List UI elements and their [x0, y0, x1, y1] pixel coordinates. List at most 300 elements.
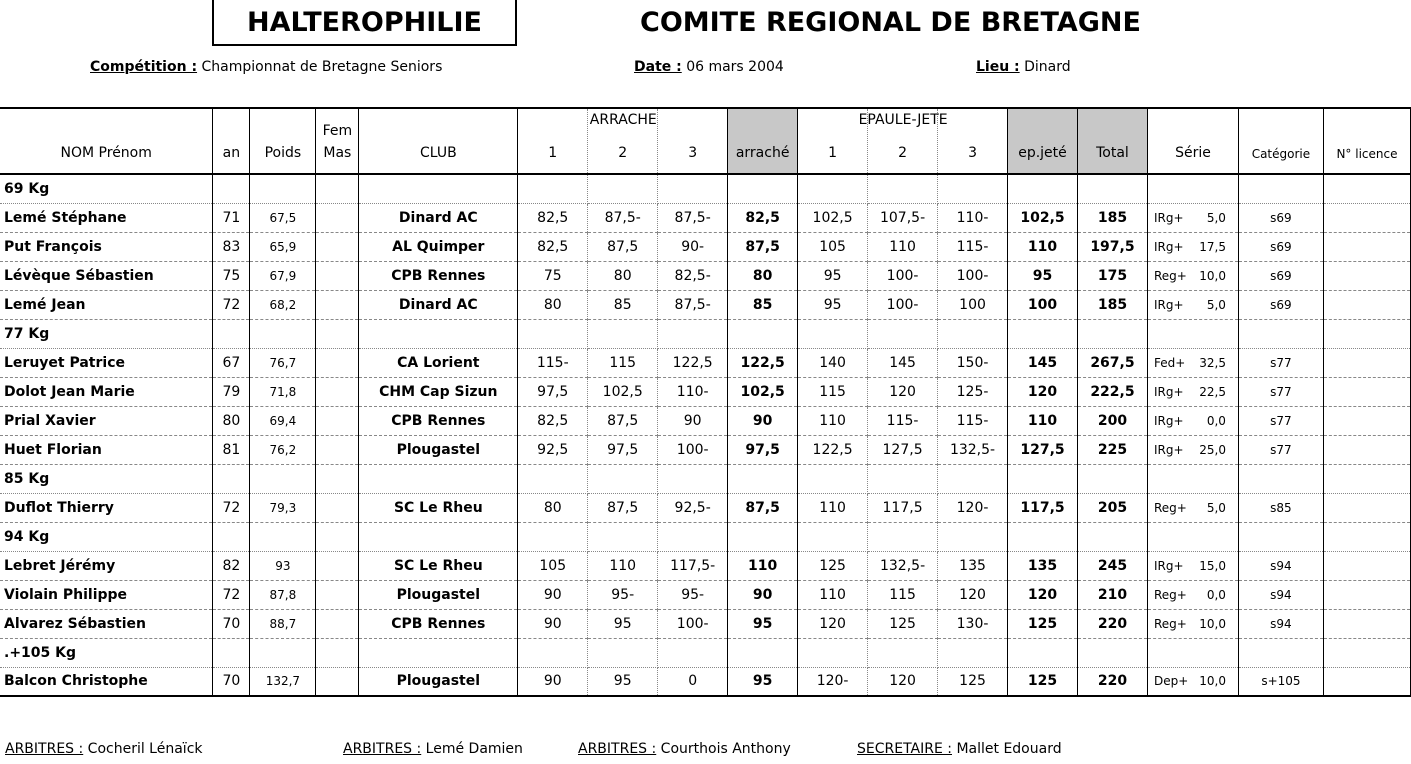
athlete-sex [316, 261, 359, 290]
empty-cell-serie [1147, 319, 1238, 348]
snatch-attempt-3: 87,5- [658, 290, 728, 319]
empty-cell-licence [1323, 174, 1410, 203]
referee-1-value: Cocheril Lénaïck [87, 741, 203, 757]
col-licence: N° licence [1323, 108, 1410, 174]
athlete-row [0, 406, 1411, 435]
empty-cell-e2 [868, 638, 938, 667]
athlete-name: Balcon Christophe [0, 667, 213, 696]
empty-cell-club [359, 319, 518, 348]
empty-cell-categorie [1238, 638, 1323, 667]
snatch-attempt-1: 92,5 [518, 435, 588, 464]
serie-group [1148, 559, 1238, 573]
cj-attempt-3: 130- [938, 609, 1008, 638]
athlete-row [0, 348, 1411, 377]
cj-attempt-3: 135 [938, 551, 1008, 580]
athlete-sex [316, 406, 359, 435]
athlete-row [0, 609, 1411, 638]
athlete-club: Dinard AC [359, 290, 518, 319]
empty-cell-ab [728, 174, 798, 203]
snatch-attempt-3: 100- [658, 435, 728, 464]
athlete-club: SC Le Rheu [359, 551, 518, 580]
cj-attempt-3: 110- [938, 203, 1008, 232]
snatch-best: 85 [728, 290, 798, 319]
empty-cell-serie [1147, 638, 1238, 667]
serie-group [1148, 588, 1238, 602]
empty-cell-sex [316, 638, 359, 667]
empty-cell-e3 [938, 464, 1008, 493]
empty-cell-a2 [588, 464, 658, 493]
athlete-total: 185 [1077, 203, 1147, 232]
empty-cell-poids [250, 319, 316, 348]
cj-attempt-1: 115 [798, 377, 868, 406]
serie-group [1148, 298, 1238, 312]
snatch-attempt-2: 95 [588, 609, 658, 638]
empty-cell-sex [316, 319, 359, 348]
empty-cell-total [1077, 319, 1147, 348]
snatch-attempt-3: 95- [658, 580, 728, 609]
snatch-best: 95 [728, 609, 798, 638]
empty-cell-ab [728, 638, 798, 667]
serie-level: Reg+ [1153, 587, 1187, 602]
date-value: 06 mars 2004 [686, 59, 784, 75]
snatch-attempt-2: 95- [588, 580, 658, 609]
empty-cell-an [213, 464, 250, 493]
athlete-weight: 93 [250, 551, 316, 580]
athlete-weight: 76,2 [250, 435, 316, 464]
empty-cell-categorie [1238, 522, 1323, 551]
serie-group [1148, 443, 1238, 457]
col-e3: 3 [938, 108, 1008, 174]
col-poids: Poids [250, 108, 316, 174]
athlete-serie [1147, 377, 1238, 406]
athlete-row [0, 580, 1411, 609]
cj-attempt-3: 100 [938, 290, 1008, 319]
serie-points: 0,0 [1206, 413, 1226, 428]
athlete-sex [316, 290, 359, 319]
empty-cell-a3 [658, 174, 728, 203]
athlete-name: Lemé Stéphane [0, 203, 213, 232]
empty-cell-eb [1008, 464, 1078, 493]
empty-cell-a1 [518, 522, 588, 551]
athlete-sex [316, 667, 359, 696]
snatch-attempt-2: 87,5 [588, 232, 658, 261]
athlete-serie [1147, 261, 1238, 290]
snatch-attempt-2: 110 [588, 551, 658, 580]
snatch-attempt-1: 97,5 [518, 377, 588, 406]
epaule-group-label: EPAULE-JETE [858, 112, 948, 128]
col-a1 [518, 108, 657, 174]
athlete-licence [1323, 290, 1410, 319]
empty-cell-e1 [798, 638, 868, 667]
athlete-weight: 68,2 [250, 290, 316, 319]
athlete-club: CA Lorient [359, 348, 518, 377]
serie-level: IRg+ [1153, 384, 1184, 399]
cj-attempt-1: 122,5 [798, 435, 868, 464]
athlete-name: Leruyet Patrice [0, 348, 213, 377]
empty-cell-a1 [518, 174, 588, 203]
athlete-licence [1323, 609, 1410, 638]
snatch-attempt-3: 82,5- [658, 261, 728, 290]
athlete-sex [316, 377, 359, 406]
athlete-licence [1323, 261, 1410, 290]
empty-cell-e3 [938, 522, 1008, 551]
serie-group [1148, 414, 1238, 428]
empty-cell-a2 [588, 638, 658, 667]
serie-group [1148, 501, 1238, 515]
athlete-club: CHM Cap Sizun [359, 377, 518, 406]
snatch-attempt-2: 85 [588, 290, 658, 319]
col-an: an [213, 108, 250, 174]
snatch-best: 87,5 [728, 493, 798, 522]
athlete-name: Put François [0, 232, 213, 261]
snatch-best: 80 [728, 261, 798, 290]
athlete-sex [316, 348, 359, 377]
cj-attempt-1: 120- [798, 667, 868, 696]
empty-cell-categorie [1238, 174, 1323, 203]
athlete-licence [1323, 203, 1410, 232]
athlete-club: CPB Rennes [359, 261, 518, 290]
snatch-attempt-3: 100- [658, 609, 728, 638]
athlete-year: 72 [213, 290, 250, 319]
snatch-attempt-2: 95 [588, 667, 658, 696]
cj-best: 110 [1008, 232, 1078, 261]
athlete-serie [1147, 348, 1238, 377]
cj-attempt-2: 107,5- [868, 203, 938, 232]
athlete-year: 71 [213, 203, 250, 232]
empty-cell-e3 [938, 638, 1008, 667]
empty-cell-sex [316, 464, 359, 493]
empty-cell-an [213, 522, 250, 551]
empty-cell-licence [1323, 464, 1410, 493]
competition-value: Championnat de Bretagne Seniors [201, 59, 443, 75]
cj-attempt-1: 110 [798, 493, 868, 522]
athlete-row [0, 435, 1411, 464]
cj-attempt-2: 100- [868, 261, 938, 290]
empty-cell-serie [1147, 174, 1238, 203]
snatch-best: 97,5 [728, 435, 798, 464]
snatch-attempt-2: 87,5 [588, 406, 658, 435]
serie-points: 10,0 [1199, 268, 1226, 283]
snatch-attempt-3: 0 [658, 667, 728, 696]
athlete-category: s+105 [1238, 667, 1323, 696]
empty-cell-a3 [658, 522, 728, 551]
cj-attempt-3: 132,5- [938, 435, 1008, 464]
col-fem: Fem [322, 123, 353, 139]
athlete-licence [1323, 232, 1410, 261]
athlete-year: 80 [213, 406, 250, 435]
empty-cell-an [213, 174, 250, 203]
athlete-licence [1323, 493, 1410, 522]
empty-cell-licence [1323, 522, 1410, 551]
serie-points: 15,0 [1199, 558, 1226, 573]
cj-attempt-1: 120 [798, 609, 868, 638]
athlete-category: s85 [1238, 493, 1323, 522]
athlete-category: s77 [1238, 377, 1323, 406]
cj-attempt-2: 115 [868, 580, 938, 609]
date-info [634, 59, 784, 75]
cj-attempt-3: 125 [938, 667, 1008, 696]
referee-3-label: ARBITRES : [578, 741, 657, 757]
empty-cell-e2 [868, 522, 938, 551]
serie-group [1148, 240, 1238, 254]
athlete-total: 245 [1077, 551, 1147, 580]
cj-best: 120 [1008, 377, 1078, 406]
serie-group [1148, 385, 1238, 399]
snatch-attempt-3: 117,5- [658, 551, 728, 580]
cj-best: 135 [1008, 551, 1078, 580]
athlete-weight: 88,7 [250, 609, 316, 638]
snatch-attempt-1: 90 [518, 609, 588, 638]
snatch-best: 102,5 [728, 377, 798, 406]
athlete-licence [1323, 348, 1410, 377]
empty-cell-ab [728, 522, 798, 551]
cj-best: 102,5 [1008, 203, 1078, 232]
serie-group [1148, 674, 1238, 688]
athlete-club: CPB Rennes [359, 609, 518, 638]
cj-attempt-1: 95 [798, 261, 868, 290]
cj-best: 120 [1008, 580, 1078, 609]
empty-cell-poids [250, 522, 316, 551]
col-e1 [798, 108, 948, 174]
snatch-attempt-2: 97,5 [588, 435, 658, 464]
athlete-serie [1147, 609, 1238, 638]
empty-cell-a2 [588, 174, 658, 203]
athlete-serie [1147, 667, 1238, 696]
athlete-serie [1147, 580, 1238, 609]
empty-cell-eb [1008, 319, 1078, 348]
cj-best: 127,5 [1008, 435, 1078, 464]
empty-cell-licence [1323, 638, 1410, 667]
serie-points: 0,0 [1206, 587, 1226, 602]
athlete-year: 82 [213, 551, 250, 580]
athlete-year: 70 [213, 667, 250, 696]
snatch-attempt-1: 105 [518, 551, 588, 580]
cj-attempt-1: 105 [798, 232, 868, 261]
empty-cell-serie [1147, 464, 1238, 493]
empty-cell-total [1077, 638, 1147, 667]
serie-level: IRg+ [1153, 413, 1184, 428]
athlete-licence [1323, 551, 1410, 580]
snatch-attempt-3: 90 [658, 406, 728, 435]
athlete-total: 267,5 [1077, 348, 1147, 377]
athlete-year: 79 [213, 377, 250, 406]
date-label: Date : [634, 59, 682, 75]
athlete-category: s94 [1238, 551, 1323, 580]
athlete-weight: 67,9 [250, 261, 316, 290]
serie-level: Reg+ [1153, 268, 1187, 283]
athlete-category: s69 [1238, 290, 1323, 319]
snatch-best: 122,5 [728, 348, 798, 377]
athlete-total: 220 [1077, 609, 1147, 638]
cj-attempt-2: 125 [868, 609, 938, 638]
empty-cell-e3 [938, 319, 1008, 348]
snatch-attempt-1: 80 [518, 493, 588, 522]
athlete-row [0, 667, 1411, 696]
athlete-row [0, 493, 1411, 522]
serie-points: 5,0 [1206, 210, 1226, 225]
secretary [857, 741, 1062, 757]
empty-cell-club [359, 638, 518, 667]
results-table [0, 107, 1411, 697]
athlete-total: 197,5 [1077, 232, 1147, 261]
athlete-row [0, 261, 1411, 290]
cj-best: 125 [1008, 667, 1078, 696]
athlete-club: SC Le Rheu [359, 493, 518, 522]
location-info [976, 59, 1071, 75]
arrache-group-label: ARRACHE [589, 112, 657, 128]
athlete-club: CPB Rennes [359, 406, 518, 435]
cj-attempt-3: 100- [938, 261, 1008, 290]
empty-cell-club [359, 174, 518, 203]
col-a1-label: 1 [548, 145, 558, 161]
serie-level: IRg+ [1153, 239, 1184, 254]
athlete-name: Lebret Jérémy [0, 551, 213, 580]
cj-attempt-1: 110 [798, 580, 868, 609]
empty-cell-serie [1147, 522, 1238, 551]
empty-cell-e2 [868, 319, 938, 348]
empty-cell-total [1077, 522, 1147, 551]
cj-attempt-3: 125- [938, 377, 1008, 406]
serie-points: 5,0 [1206, 500, 1226, 515]
snatch-attempt-1: 82,5 [518, 203, 588, 232]
empty-cell-a1 [518, 319, 588, 348]
snatch-attempt-2: 115 [588, 348, 658, 377]
serie-level: Reg+ [1153, 616, 1187, 631]
category-row [0, 638, 1411, 667]
empty-cell-e2 [868, 464, 938, 493]
athlete-serie [1147, 406, 1238, 435]
serie-points: 10,0 [1199, 616, 1226, 631]
cj-attempt-3: 115- [938, 232, 1008, 261]
serie-group [1148, 269, 1238, 283]
referee-2-value: Lemé Damien [425, 741, 523, 757]
empty-cell-eb [1008, 174, 1078, 203]
cj-attempt-2: 120 [868, 377, 938, 406]
cj-attempt-2: 100- [868, 290, 938, 319]
referee-2 [343, 741, 523, 757]
snatch-attempt-1: 82,5 [518, 232, 588, 261]
athlete-licence [1323, 435, 1410, 464]
snatch-best: 90 [728, 580, 798, 609]
col-name: NOM Prénom [0, 108, 213, 174]
snatch-attempt-1: 90 [518, 580, 588, 609]
col-sex [316, 108, 359, 174]
cj-attempt-3: 150- [938, 348, 1008, 377]
referee-1 [5, 741, 203, 757]
athlete-category: s69 [1238, 261, 1323, 290]
col-serie: Série [1147, 108, 1238, 174]
category-row [0, 174, 1411, 203]
empty-cell-sex [316, 174, 359, 203]
cj-best: 125 [1008, 609, 1078, 638]
empty-cell-licence [1323, 319, 1410, 348]
athlete-club: Plougastel [359, 435, 518, 464]
competition-label: Compétition : [90, 59, 198, 75]
athlete-row [0, 377, 1411, 406]
snatch-attempt-2: 87,5 [588, 493, 658, 522]
athlete-serie [1147, 435, 1238, 464]
athlete-weight: 67,5 [250, 203, 316, 232]
athlete-licence [1323, 667, 1410, 696]
serie-level: IRg+ [1153, 210, 1184, 225]
athlete-weight: 65,9 [250, 232, 316, 261]
col-categorie: Catégorie [1238, 108, 1323, 174]
serie-group [1148, 356, 1238, 370]
empty-cell-an [213, 638, 250, 667]
snatch-attempt-3: 90- [658, 232, 728, 261]
athlete-name: Dolot Jean Marie [0, 377, 213, 406]
athlete-name: Lemé Jean [0, 290, 213, 319]
athlete-weight: 87,8 [250, 580, 316, 609]
athlete-licence [1323, 406, 1410, 435]
athlete-total: 222,5 [1077, 377, 1147, 406]
empty-cell-poids [250, 174, 316, 203]
empty-cell-a3 [658, 319, 728, 348]
col-a2: 2 [588, 108, 658, 174]
snatch-best: 82,5 [728, 203, 798, 232]
serie-points: 25,0 [1199, 442, 1226, 457]
cj-attempt-2: 117,5 [868, 493, 938, 522]
snatch-attempt-1: 115- [518, 348, 588, 377]
empty-cell-e1 [798, 174, 868, 203]
empty-cell-poids [250, 464, 316, 493]
category-label: 69 Kg [0, 174, 213, 203]
cj-attempt-2: 127,5 [868, 435, 938, 464]
col-arrache-best: arraché [728, 108, 798, 174]
athlete-weight: 79,3 [250, 493, 316, 522]
athlete-licence [1323, 377, 1410, 406]
empty-cell-e1 [798, 319, 868, 348]
athlete-total: 185 [1077, 290, 1147, 319]
athlete-name: Huet Florian [0, 435, 213, 464]
empty-cell-ab [728, 464, 798, 493]
empty-cell-categorie [1238, 319, 1323, 348]
athlete-serie [1147, 203, 1238, 232]
athlete-year: 83 [213, 232, 250, 261]
athlete-category: s77 [1238, 348, 1323, 377]
empty-cell-a3 [658, 464, 728, 493]
referee-1-label: ARBITRES : [5, 741, 84, 757]
col-e1-label: 1 [828, 145, 838, 161]
sport-title: HALTEROPHILIE [212, 0, 517, 46]
cj-best: 100 [1008, 290, 1078, 319]
athlete-row [0, 232, 1411, 261]
empty-cell-eb [1008, 638, 1078, 667]
athlete-club: AL Quimper [359, 232, 518, 261]
serie-points: 22,5 [1199, 384, 1226, 399]
cj-attempt-3: 115- [938, 406, 1008, 435]
athlete-category: s69 [1238, 203, 1323, 232]
athlete-category: s94 [1238, 609, 1323, 638]
snatch-attempt-3: 110- [658, 377, 728, 406]
athlete-weight: 76,7 [250, 348, 316, 377]
athlete-weight: 132,7 [250, 667, 316, 696]
cj-attempt-1: 140 [798, 348, 868, 377]
empty-cell-ab [728, 319, 798, 348]
athlete-sex [316, 551, 359, 580]
athlete-serie [1147, 551, 1238, 580]
snatch-attempt-2: 87,5- [588, 203, 658, 232]
snatch-attempt-3: 87,5- [658, 203, 728, 232]
cj-attempt-2: 145 [868, 348, 938, 377]
athlete-club: Plougastel [359, 580, 518, 609]
athlete-total: 220 [1077, 667, 1147, 696]
athlete-total: 210 [1077, 580, 1147, 609]
snatch-attempt-3: 92,5- [658, 493, 728, 522]
cj-attempt-1: 95 [798, 290, 868, 319]
col-total: Total [1077, 108, 1147, 174]
empty-cell-eb [1008, 522, 1078, 551]
